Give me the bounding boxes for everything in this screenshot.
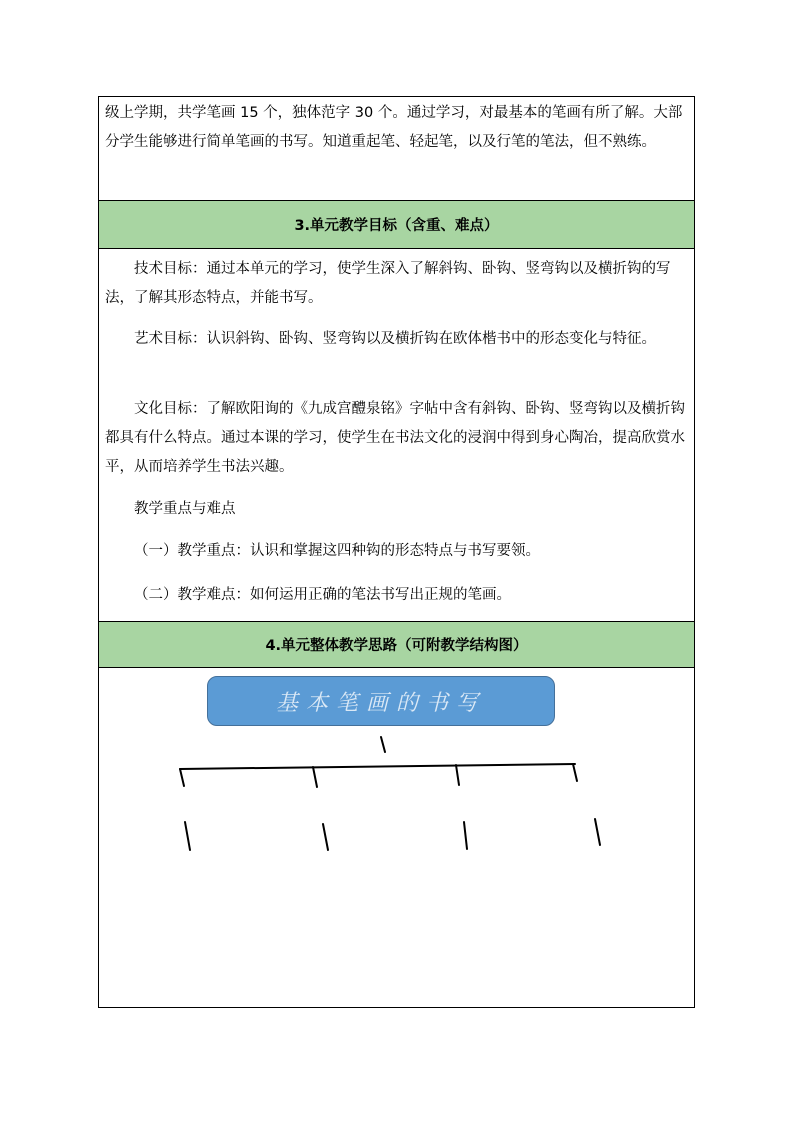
section4-body bbox=[99, 668, 694, 1008]
tech-goal-text: 技术目标：通过本单元的学习，使学生深入了解斜钩、卧钩、竖弯钩以及横折钩的写法，了解其形态特点，并能书写。 bbox=[105, 261, 671, 306]
tree-leaf-1 bbox=[185, 822, 190, 850]
tree-branch-4 bbox=[573, 764, 577, 781]
learner-analysis-cell bbox=[99, 97, 694, 201]
section4-header bbox=[99, 622, 694, 668]
tree-leaf-2 bbox=[323, 824, 328, 850]
section3-title: 3.单元教学目标（含重、难点） bbox=[294, 218, 499, 234]
art-goal-text: 艺术目标：认识斜钩、卧钩、竖弯钩以及横折钩在欧体楷书中的形态变化与特征。 bbox=[134, 331, 656, 347]
section3-body bbox=[99, 249, 694, 622]
structure-tree-diagram bbox=[99, 668, 696, 1008]
culture-goal-text: 文化目标：了解欧阳询的《九成宫醴泉铭》字帖中含有斜钩、卧钩、竖弯钩以及横折钩都具有什么特点。通过本课的学习，使学生在书法文化的浸润中得到身心陶冶，提高欣赏水平，从而培养学生书法兴趣。 bbox=[105, 401, 685, 475]
diagram-title-text: 基本笔画的书写 bbox=[275, 690, 486, 716]
lesson-plan-table bbox=[98, 96, 695, 1008]
tree-branch-2 bbox=[313, 767, 317, 787]
tree-root-stroke bbox=[381, 737, 385, 752]
section4-title: 4.单元整体教学思路（可附教学结构图） bbox=[265, 638, 528, 654]
difficult-point-text: （二）教学难点：如何运用正确的笔法书写出正规的笔画。 bbox=[134, 587, 511, 603]
tree-branch-3 bbox=[456, 765, 459, 785]
key-heading-text: 教学重点与难点 bbox=[134, 501, 236, 517]
tree-leaf-3 bbox=[464, 822, 467, 849]
tree-branch-1 bbox=[180, 769, 184, 786]
learner-analysis-text: 级上学期，共学笔画 15 个，独体范字 30 个。通过学习，对最基本的笔画有所了解。大部分学生能够进行简单笔画的书写。知道重起笔、轻起笔，以及行笔的笔法，但不熟练。 bbox=[105, 105, 683, 150]
key-point-text: （一）教学重点：认识和掌握这四种钩的形态特点与书写要领。 bbox=[134, 543, 540, 559]
tree-leaf-4 bbox=[595, 819, 600, 845]
tree-horizontal-bar bbox=[180, 764, 575, 769]
section3-header bbox=[99, 201, 694, 249]
